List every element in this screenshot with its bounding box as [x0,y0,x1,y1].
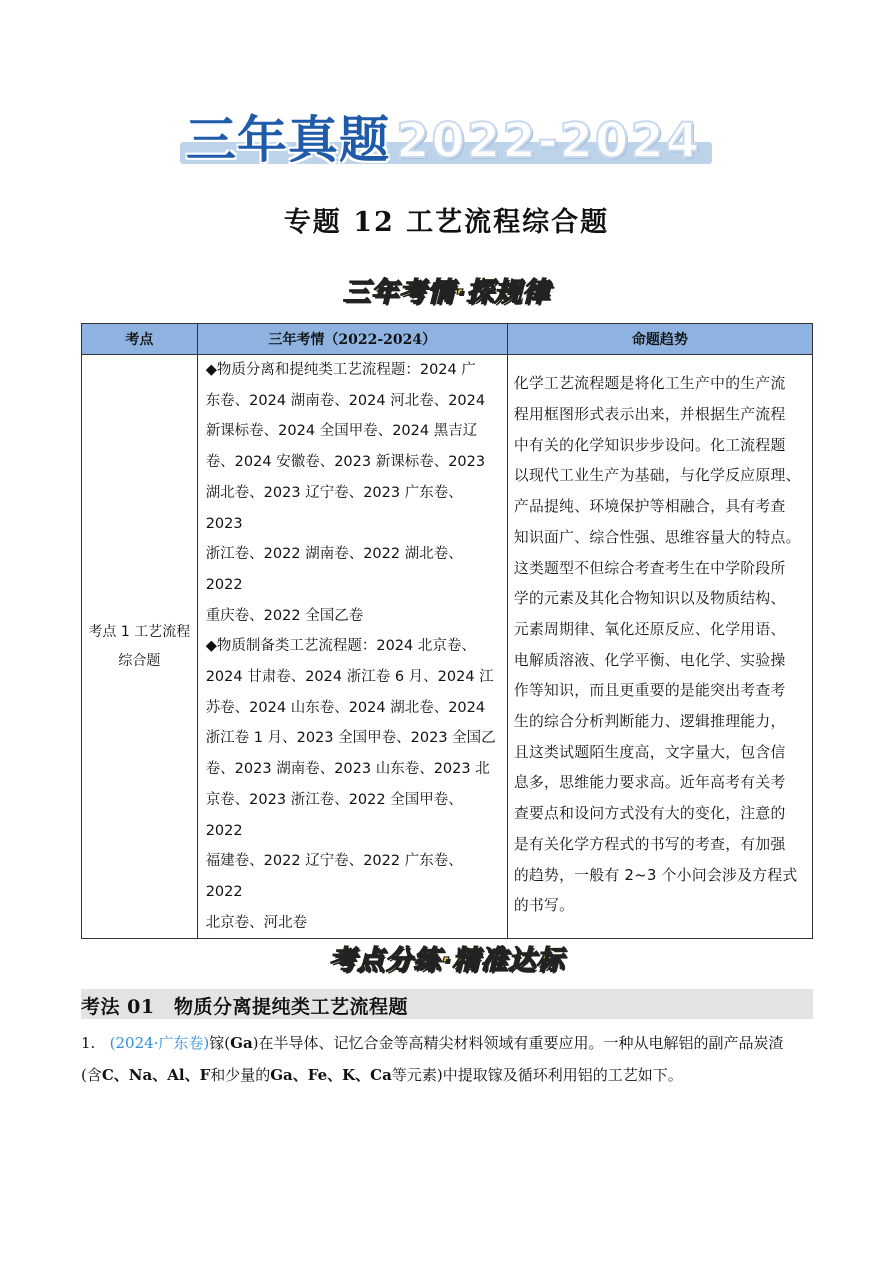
q2-text-c: 和少量的 [210,1066,271,1084]
ribbon-practice [0,938,893,977]
exam-summary-table [81,323,813,939]
trend-line: 且这类试题陌生度高，文字量大，包含信 [513,743,786,761]
question-line-1 [81,1027,813,1059]
trend-line: 的书写。 [513,897,575,915]
trend-line: 学的元素及其化合物知识以及物质结构、 [513,590,786,608]
table-header-row [82,324,813,355]
section-heading-text: 考法 01 物质分离提纯类工艺流程题 [81,996,409,1018]
years-line: ◆物质制备类工艺流程题：2024 北京卷、 [205,638,476,655]
cell-kaodian [82,355,198,939]
trend-line: 生的综合分析判断能力、逻辑推理能力， [513,713,786,731]
years-line: 重庆卷、2022 全国乙卷 [205,607,364,624]
trend-line: 知识面广、综合性强、思维容量大的特点。 [513,528,801,546]
table-row [82,355,813,939]
trend-line: 电解质溶液、化学平衡、电化学、实验操 [513,651,786,669]
document-title: 专题 12 工艺流程综合题 [283,207,610,238]
ribbon-three-year-trend [0,270,893,309]
q1-text-a: 镓( [209,1034,231,1052]
trend-line: 息多，思维能力要求高。近年高考有关考 [513,774,786,792]
years-line: 浙江卷 1 月、2023 全国甲卷、2023 全国乙 [205,730,496,747]
trend-line: 的趋势，一般有 2~3 个小问会涉及方程式 [513,866,798,884]
question-source-link[interactable]: (2024·广东卷) [109,1034,210,1052]
trend-line: 中有关的化学知识步步设问。化工流程题 [513,436,786,454]
years-line: 东卷、2024 湖南卷、2024 河北卷、2024 [205,392,486,409]
q2-elements-main: C、Na、Al、F [101,1066,211,1084]
q1-text-c: )在半导体、记忆合金等高精尖材料领域有重要应用。一种从电解铝的副产品炭渣 [252,1034,784,1052]
years-list [206,355,499,938]
years-line: 湖北卷、2023 辽宁卷、2023 广东卷、2023 [205,484,463,532]
trend-list [514,369,806,922]
years-line: 福建卷、2022 辽宁卷、2022 广东卷、2022 [205,853,463,900]
trend-line: 产品提纯、环境保护等相融合，具有考查 [513,498,786,516]
trend-line: 化学工艺流程题是将化工生产中的生产流 [513,375,786,393]
ribbon-practice-text: 考点分练·精准达标 [328,945,565,976]
years-line: 苏卷、2024 山东卷、2024 湖北卷、2024 [205,699,486,716]
q2-text-e: 等元素)中提取镓及循环利用铝的工艺如下。 [391,1066,683,1084]
trend-line: 是有关化学方程式的书写的考查，有加强 [513,835,786,853]
trend-line: 以现代工业生产为基础，与化学反应原理、 [513,467,801,485]
years-line: 2024 甘肃卷、2024 浙江卷 6 月、2024 江 [205,669,494,686]
q2-text-a: (含 [81,1066,102,1084]
trend-line: 元素周期律、氧化还原反应、化学用语、 [513,620,786,638]
header-trend: 命题趋势 [507,324,812,355]
section-heading [81,989,813,1019]
years-line: 卷、2024 安徽卷、2023 新课标卷、2023 [205,454,486,471]
q2-elements-minor: Ga、Fe、K、Ca [270,1066,392,1084]
trend-line: 查要点和设问方式没有大的变化，注意的 [513,805,786,823]
header-kaodian: 考点 [82,324,198,355]
years-line: 卷、2023 湖南卷、2023 山东卷、2023 北 [205,761,490,778]
ribbon-three-year-trend-text: 三年考情·探规律 [342,277,551,308]
header-three-years: 三年考情（2022-2024） [197,324,507,355]
question-line-2 [81,1059,813,1091]
banner-title-years: 2022-2024 [396,113,702,169]
question-number: 1. [81,1034,96,1052]
trend-line: 这类题型不但综合考查考生在中学阶段所 [513,559,786,577]
years-line: 北京卷、河北卷 [205,914,308,931]
header-banner [180,108,712,172]
trend-line: 作等知识，而且更重要的是能突出考查考 [513,682,786,700]
cell-three-years [197,355,507,939]
banner-title-cn: 三年真题 [186,111,390,169]
years-line: 京卷、2023 浙江卷、2022 全国甲卷、2022 [205,791,463,839]
years-line: 浙江卷、2022 湖南卷、2022 湖北卷、2022 [205,546,463,593]
years-line: 新课标卷、2024 全国甲卷、2024 黑吉辽 [205,423,478,440]
kaodian-text: 考点 1 工艺流程综合题 [88,623,191,669]
trend-line: 程用框图形式表示出来，并根据生产流程 [513,406,786,424]
cell-trend [507,355,812,939]
q1-element-ga: Ga [230,1034,253,1052]
years-line: ◆物质分离和提纯类工艺流程题：2024 广 [205,362,476,378]
